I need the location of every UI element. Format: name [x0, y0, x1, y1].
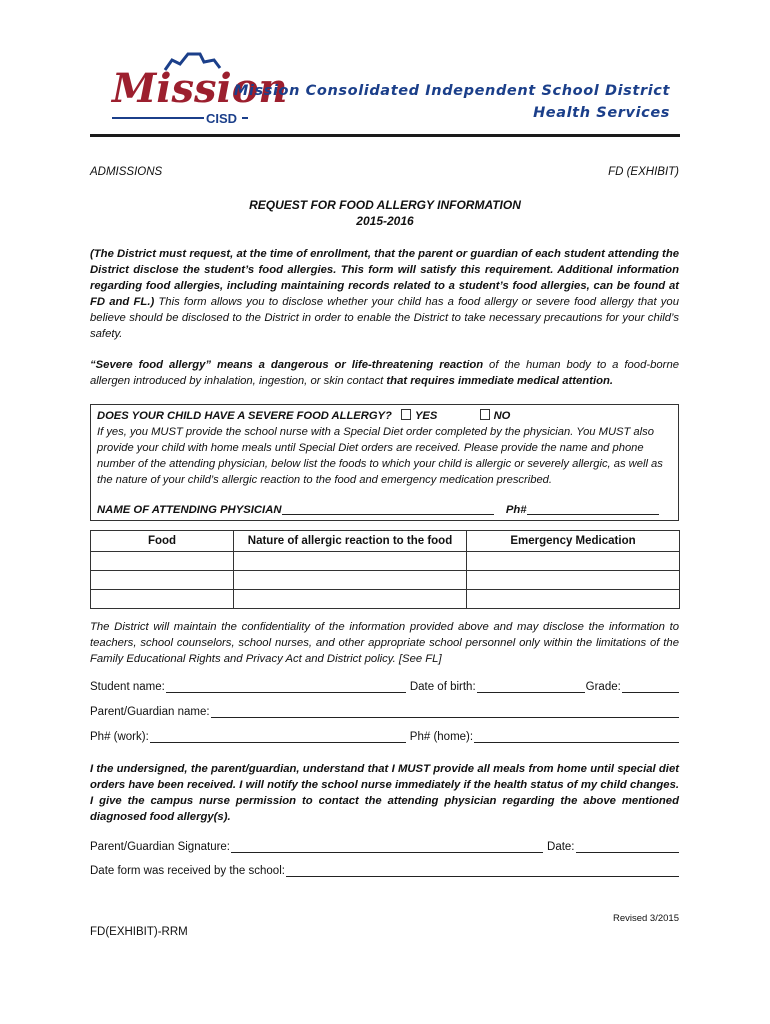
home-phone-field[interactable] [474, 730, 679, 743]
dob-field[interactable] [477, 680, 585, 693]
allergy-question-row [97, 408, 672, 424]
revision-note: Revised 3/2015 [612, 913, 679, 924]
food-cell[interactable] [91, 552, 234, 571]
reaction-cell[interactable] [234, 590, 467, 609]
received-row [90, 864, 680, 877]
yes-label: YES [414, 410, 438, 422]
parent-name-row [90, 705, 680, 718]
physician-label: NAME OF ATTENDING PHYSICIAN [97, 504, 282, 516]
footer-code: FD(EXHIBIT)-RRM [90, 926, 188, 938]
student-name-field[interactable] [166, 680, 406, 693]
header-medication: Emergency Medication [467, 531, 680, 552]
organization-title [234, 80, 670, 124]
form-title-year: 2015-2016 [356, 214, 414, 228]
no-label: NO [493, 410, 511, 422]
department-name: Health Services [533, 105, 670, 121]
header-reaction: Nature of allergic reaction to the food [234, 531, 467, 552]
reaction-cell[interactable] [234, 552, 467, 571]
table-row [91, 552, 680, 571]
definition-term: “Severe food allergy” means a dangerous or life-threatening reaction [90, 359, 484, 371]
physician-phone-label: Ph# [505, 504, 527, 516]
table-row [91, 571, 680, 590]
work-phone-label: Ph# (work): [90, 731, 149, 743]
signature-date-field[interactable] [576, 840, 679, 853]
medication-cell[interactable] [467, 571, 680, 590]
phone-row [90, 730, 680, 743]
allergy-table [90, 530, 680, 609]
header-divider [90, 134, 680, 137]
work-phone-field[interactable] [150, 730, 406, 743]
table-row [91, 590, 680, 609]
logo-sub: CISD [206, 111, 238, 126]
signature-date-label: Date: [547, 841, 575, 853]
definition-body: of the human body to a food-borne allergen introduced by inhalation, ingestion, or skin contact [90, 359, 680, 387]
logo-wordmark: Mission [112, 65, 288, 112]
no-checkbox[interactable] [480, 409, 490, 420]
intro-requirement: (The District must request, at the time of enrollment, that the parent or guardian of each student attending the District disclose the student’s food allergies. This form will satisfy this requirement. Additional information regarding food allergies, including maintaining records related to a student’s food allergies, can be found at FD and FL.) [90, 248, 679, 308]
confidentiality-notice: The District will maintain the confidentiality of the information provided above and may disclose the information to teachers, school counselors, school nurses, and other appropriate school personnel only within the limitations of the Family Educational Rights and Privacy Act and District policy. [See FL] [90, 621, 679, 665]
allergy-instructions: If yes, you MUST provide the school nurse with a Special Diet order completed by the physician. You MUST also provide your child with home meals until Special Diet orders are received. Please provide the name and phone number of the attending physician, below list the foods to which your child is allergic or severely allergic, as well as the nature of your child’s allergic reaction to the food and emergency medication prescribed. [97, 426, 663, 486]
medication-cell[interactable] [467, 590, 680, 609]
parent-name-label: Parent/Guardian name: [90, 706, 210, 718]
allergy-table-header [91, 531, 680, 552]
yes-checkbox[interactable] [401, 409, 411, 420]
reaction-cell[interactable] [234, 571, 467, 590]
medication-cell[interactable] [467, 552, 680, 571]
signature-label: Parent/Guardian Signature: [90, 841, 231, 853]
grade-label: Grade: [585, 681, 621, 693]
signature-field[interactable] [231, 840, 543, 853]
signature-row [90, 840, 680, 853]
grade-field[interactable] [622, 680, 679, 693]
student-name-label: Student name: [90, 681, 165, 693]
org-name: Mission Consolidated Independent School District [233, 83, 670, 99]
student-info-row [90, 680, 680, 693]
intro-paragraph [90, 246, 679, 342]
intro-purpose: This form allows you to disclose whether your child has a food allergy or severe food allergy that you believe should be disclosed to the District in order to enable the District to take necessary precautions for your child’s safety. [90, 296, 679, 340]
received-date-field[interactable] [286, 864, 679, 877]
food-cell[interactable] [91, 571, 234, 590]
allergy-question: DOES YOUR CHILD HAVE A SEVERE FOOD ALLERGY? [97, 410, 392, 422]
definition-paragraph [90, 357, 679, 389]
definition-tail: that requires immediate medical attention. [386, 375, 614, 387]
form-title-main: REQUEST FOR FOOD ALLERGY INFORMATION [249, 198, 521, 212]
physician-row [97, 502, 659, 516]
parent-name-field[interactable] [211, 705, 679, 718]
form-title [0, 197, 770, 229]
header-food: Food [91, 531, 234, 552]
section-code: ADMISSIONS [90, 166, 163, 178]
home-phone-label: Ph# (home): [409, 731, 474, 743]
food-cell[interactable] [91, 590, 234, 609]
mission-cisd-logo [110, 50, 288, 130]
received-date-label: Date form was received by the school: [90, 865, 285, 877]
physician-field[interactable] [282, 502, 494, 515]
physician-phone-field[interactable] [527, 502, 659, 515]
parent-pledge: I the undersigned, the parent/guardian, understand that I MUST provide all meals from home until special diet orders have been received. I will notify the school nurse immediately if the health status of my child changes. I give the campus nurse permission to contact the attending physician regarding the above mentioned diagnosed food allergy(s). [90, 763, 679, 823]
exhibit-code: FD (EXHIBIT) [608, 166, 679, 178]
dob-label: Date of birth: [409, 681, 476, 693]
